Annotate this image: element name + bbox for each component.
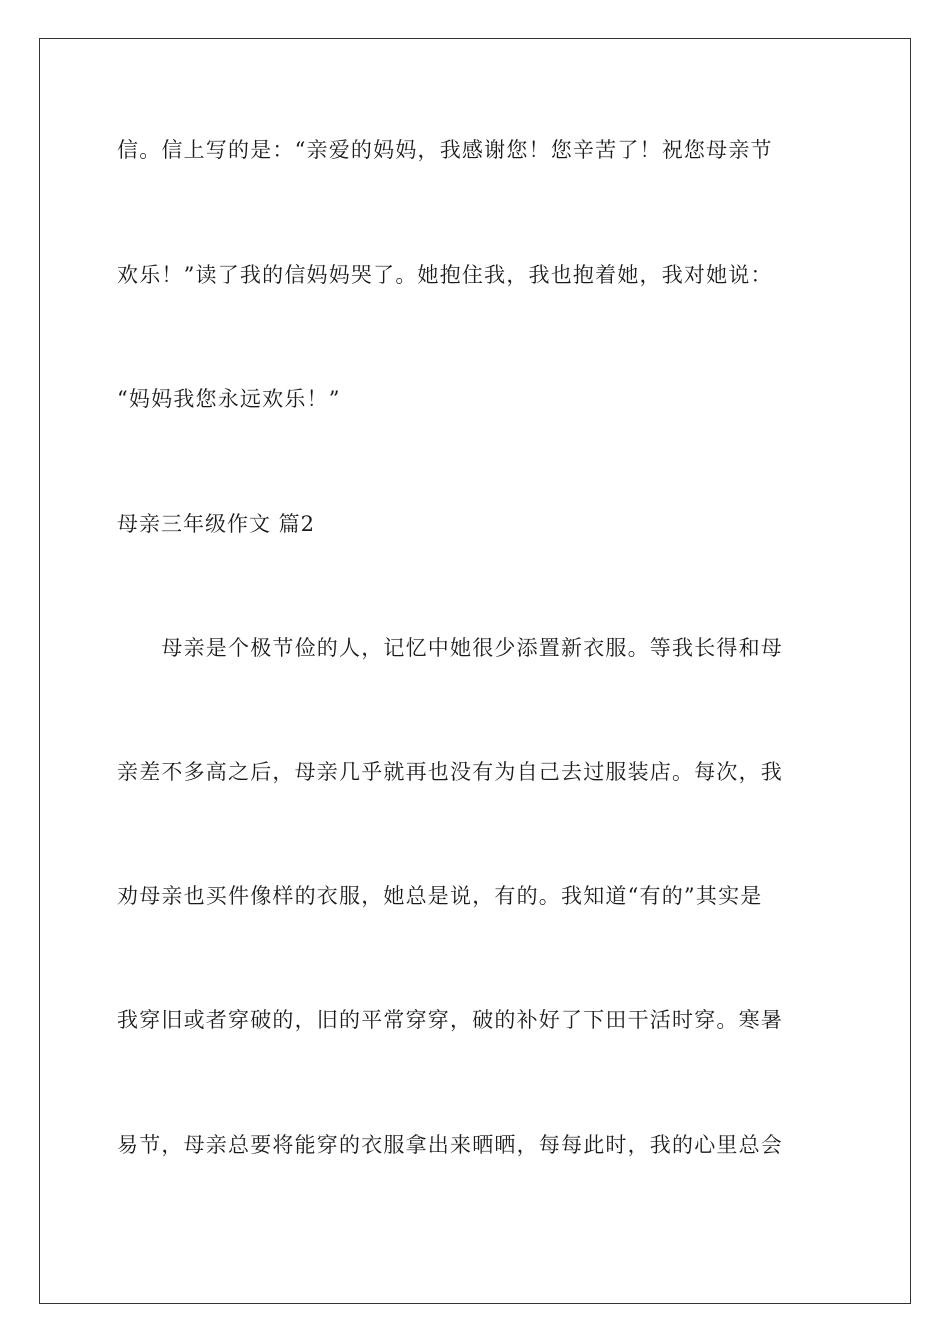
text-line-3: “妈妈我您永远欢乐！”	[117, 387, 341, 411]
paragraph-line-1: 母亲是个极节俭的人，记忆中她很少添置新衣服。等我长得和母	[117, 636, 783, 660]
paragraph-line-2: 亲差不多高之后，母亲几乎就再也没有为自己去过服装店。每次，我	[117, 760, 783, 784]
page-border	[39, 38, 911, 1304]
section-heading: 母亲三年级作文 篇2	[117, 512, 316, 536]
paragraph-line-4: 我穿旧或者穿破的，旧的平常穿穿，破的补好了下田干活时穿。寒暑	[117, 1008, 783, 1032]
text-line-2: 欢乐！”读了我的信妈妈哭了。她抱住我，我也抱着她，我对她说：	[117, 263, 773, 287]
paragraph-line-3: 劝母亲也买件像样的衣服，她总是说，有的。我知道“有的”其实是	[117, 884, 763, 908]
text-line-1: 信。信上写的是：“亲爱的妈妈，我感谢您！您辛苦了！祝您母亲节	[117, 138, 773, 162]
paragraph-line-5: 易节，母亲总要将能穿的衣服拿出来晒晒，每每此时，我的心里总会	[117, 1133, 783, 1157]
